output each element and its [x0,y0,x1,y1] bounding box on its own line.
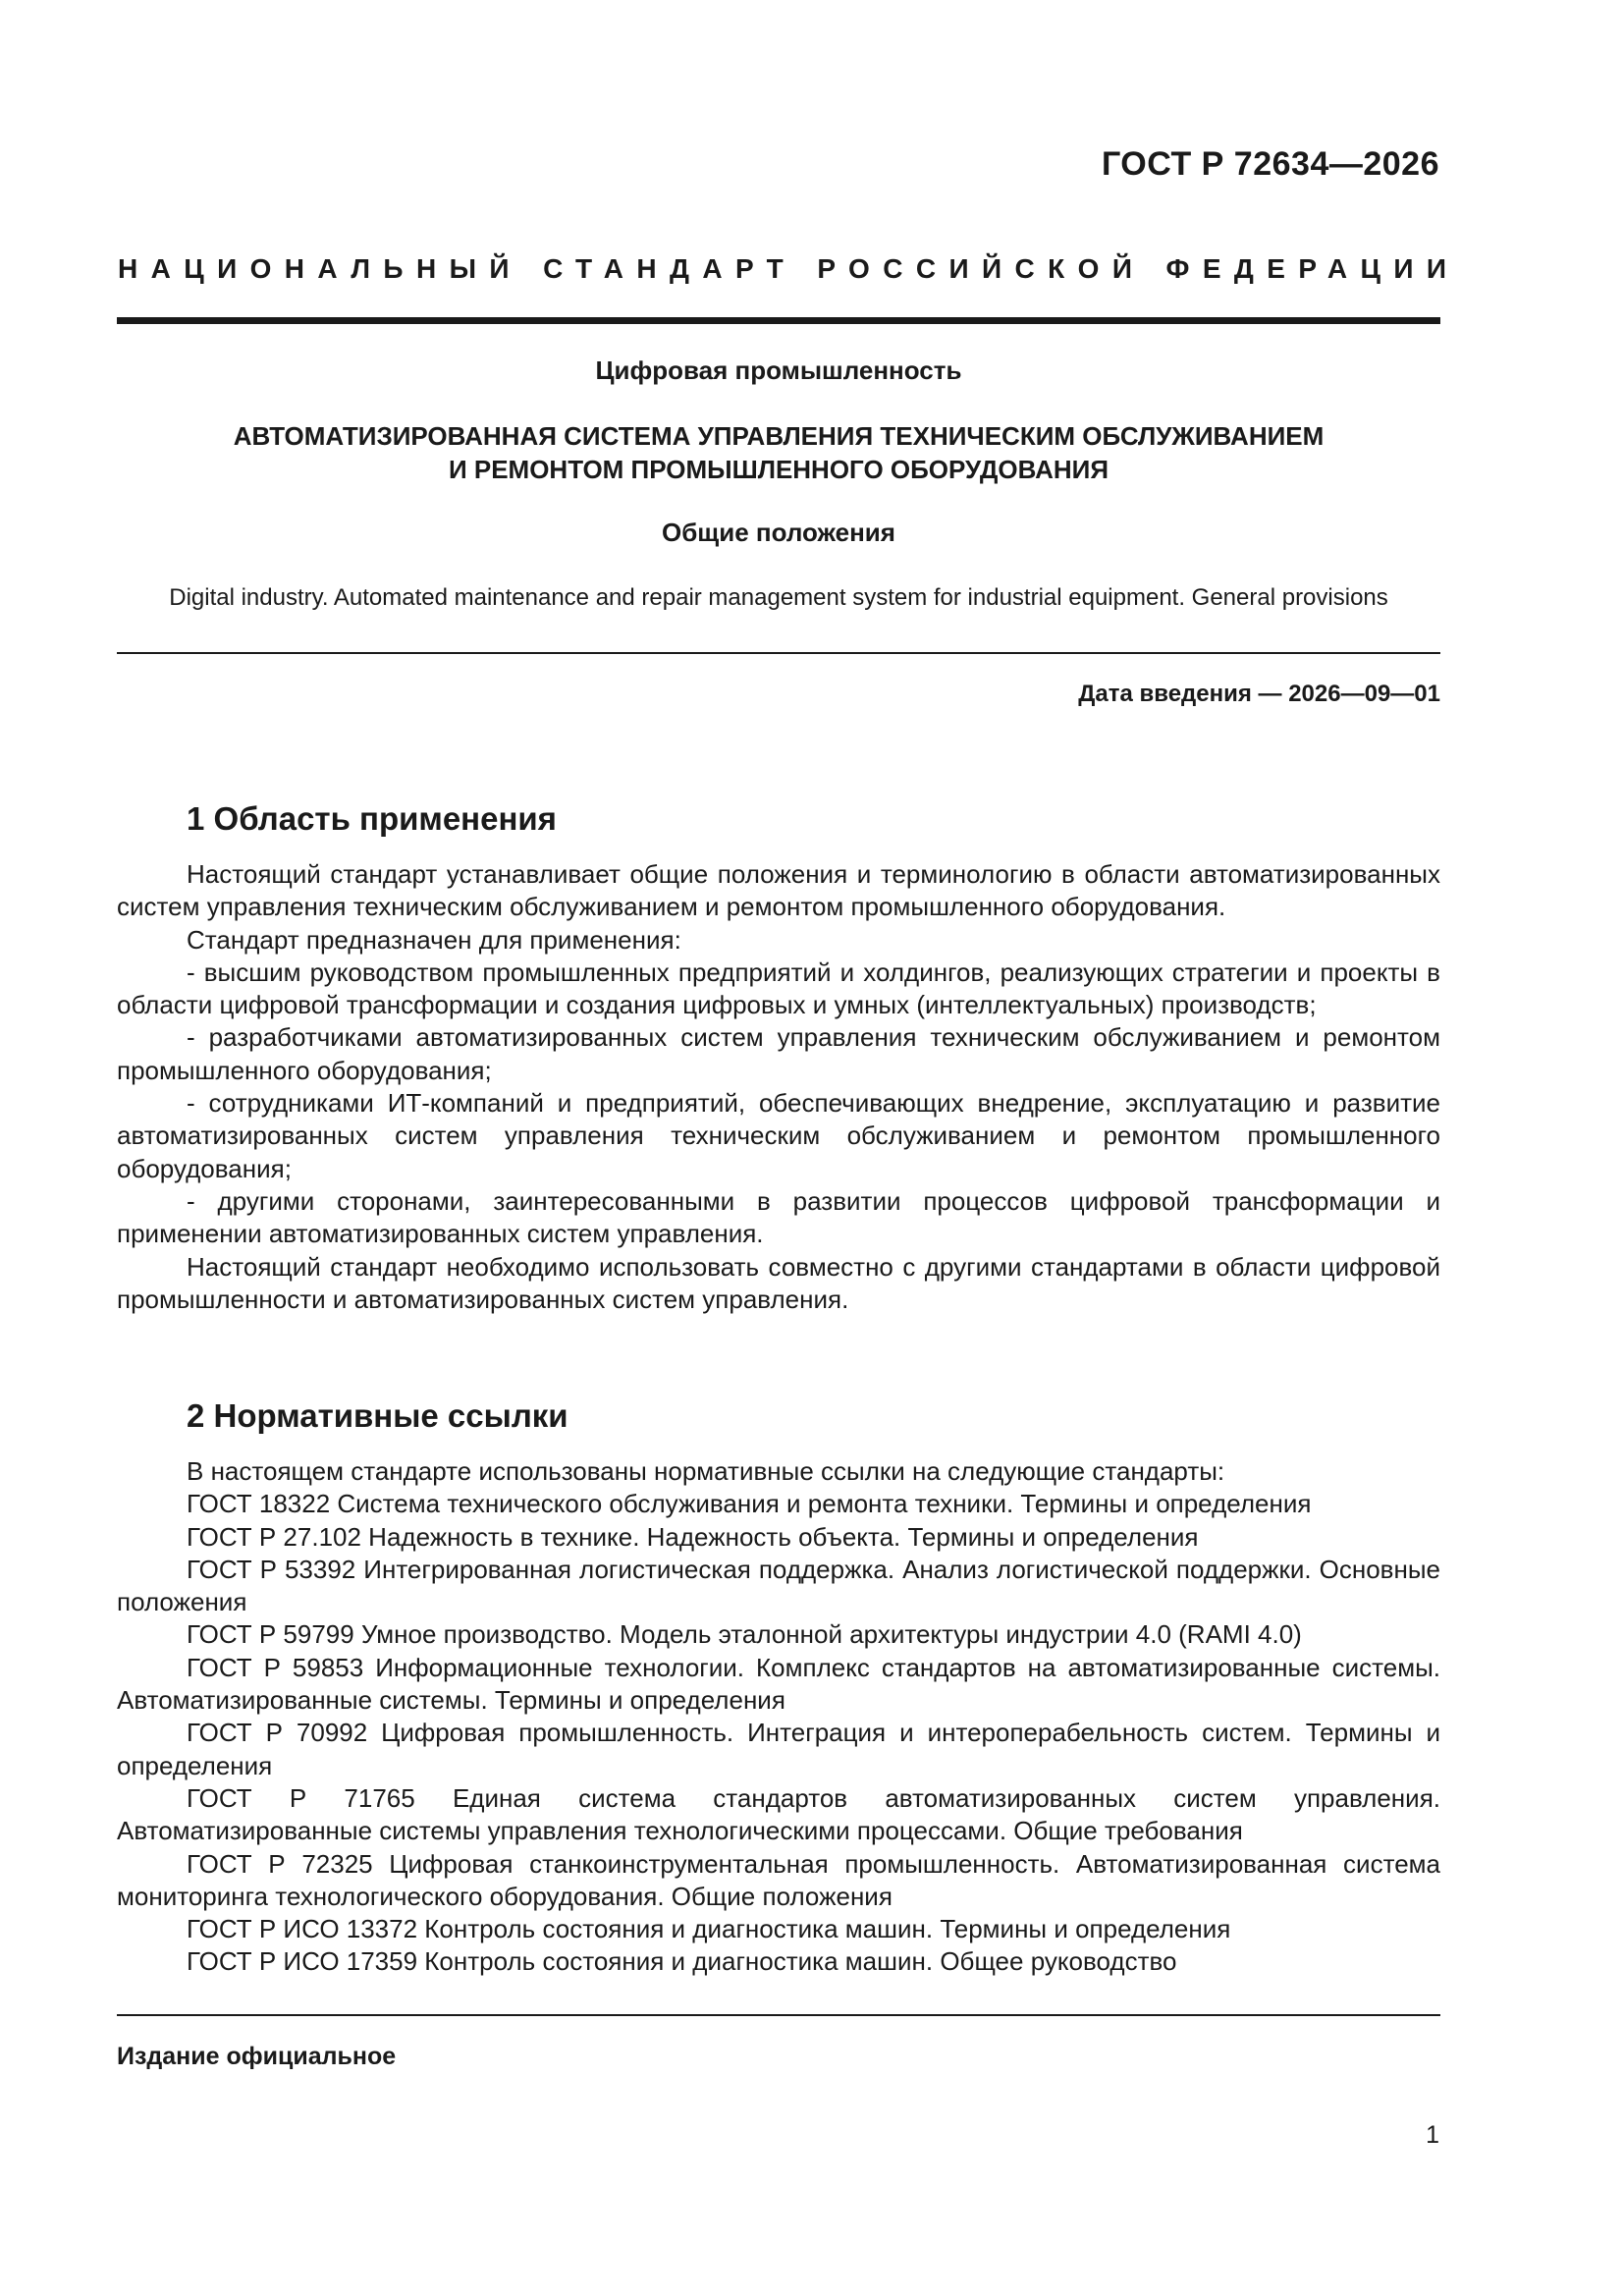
document-subtitle-general: Общие положения [662,518,895,547]
reference-item: ГОСТ Р 70992 Цифровая промышленность. Интеграция и интероперабельность систем. Термины и определения [117,1718,1440,1780]
standard-designation: ГОСТ Р 72634—2026 [1101,145,1439,183]
reference-item: ГОСТ Р 59799 Умное производство. Модель эталонной архитектуры индустрии 4.0 (RAMI 4.0) [187,1619,1302,1650]
footer-rule [117,2014,1440,2016]
reference-item: ГОСТ Р ИСО 17359 Контроль состояния и диагностика машин. Общее руководство [187,1946,1177,1977]
paragraph: В настоящем стандарте использованы нормативные ссылки на следующие стандарты: [187,1456,1225,1486]
reference-item: ГОСТ Р 27.102 Надежность в технике. Надежность объекта. Термины и определения [187,1521,1199,1552]
section-body-scope [117,858,1440,1316]
reference-item: ГОСТ Р 59853 Информационные технологии. Комплекс стандартов на автоматизированные системы. Автоматизированные системы. Термины и определения [117,1652,1440,1716]
national-standard-banner: НАЦИОНАЛЬНЫЙ СТАНДАРТ РОССИЙСКОЙ ФЕДЕРАЦИИ [118,253,1460,284]
reference-item: ГОСТ Р ИСО 13372 Контроль состояния и диагностика машин. Термины и определения [187,1914,1231,1944]
title-rule [117,652,1440,654]
section-heading-scope: 1 Область применения [187,800,557,837]
paragraph: Настоящий стандарт устанавливает общие положения и терминологию в области автоматизированных систем управления техническим обслуживанием и ремонтом промышленного оборудования. [117,859,1440,922]
paragraph: Настоящий стандарт необходимо использовать совместно с другими стандартами в области цифровой промышленности и автоматизированных систем управления. [117,1251,1440,1314]
section-heading-references: 2 Нормативные ссылки [187,1397,568,1434]
english-title: Digital industry. Automated maintenance and repair management system for industrial equipment. General provisions [169,584,1388,611]
list-item: - высшим руководством промышленных предприятий и холдингов, реализующих стратегии и проекты в области цифровой трансформации и создания цифровых и умных (интеллектуальных) производств; [117,957,1440,1020]
introduction-date: Дата введения — 2026—09—01 [1078,681,1440,707]
list-item: - другими сторонами, заинтересованными в развитии процессов цифровой трансформации и применении автоматизированных систем управления. [117,1185,1440,1249]
document-subtitle: Цифровая промышленность [595,355,962,385]
document-title-line: И РЕМОНТОМ ПРОМЫШЛЕННОГО ОБОРУДОВАНИЯ [448,455,1109,484]
page-number: 1 [1426,2121,1439,2149]
official-edition-label: Издание официальное [117,2043,397,2070]
paragraph: Стандарт предназначен для применения: [187,924,681,955]
header-rule [117,317,1440,324]
reference-item: ГОСТ Р 53392 Интегрированная логистическая поддержка. Анализ логистической поддержки. Основные положения [117,1554,1440,1617]
document-title-line: АВТОМАТИЗИРОВАННАЯ СИСТЕМА УПРАВЛЕНИЯ ТЕХНИЧЕСКИМ ОБСЛУЖИВАНИЕМ [233,421,1325,451]
list-item: - сотрудниками ИТ-компаний и предприятий, обеспечивающих внедрение, эксплуатацию и развитие автоматизированных систем управления техническим обслуживанием и ремонтом промышленного оборудования; [117,1088,1440,1183]
document-title [117,419,1440,486]
section-body-references [117,1455,1440,1979]
reference-item: ГОСТ 18322 Система технического обслуживания и ремонта техники. Термины и определения [187,1489,1312,1519]
list-item: - разработчиками автоматизированных систем управления техническим обслуживанием и ремонтом промышленного оборудования; [117,1022,1440,1085]
reference-item: ГОСТ Р 72325 Цифровая станкоинструментальная промышленность. Автоматизированная система мониторинга технологического оборудования. Общие положения [117,1848,1440,1911]
reference-item: ГОСТ Р 71765 Единая система стандартов автоматизированных систем управления. Автоматизированные системы управления технологическими процессами. Общие требования [117,1782,1440,1846]
